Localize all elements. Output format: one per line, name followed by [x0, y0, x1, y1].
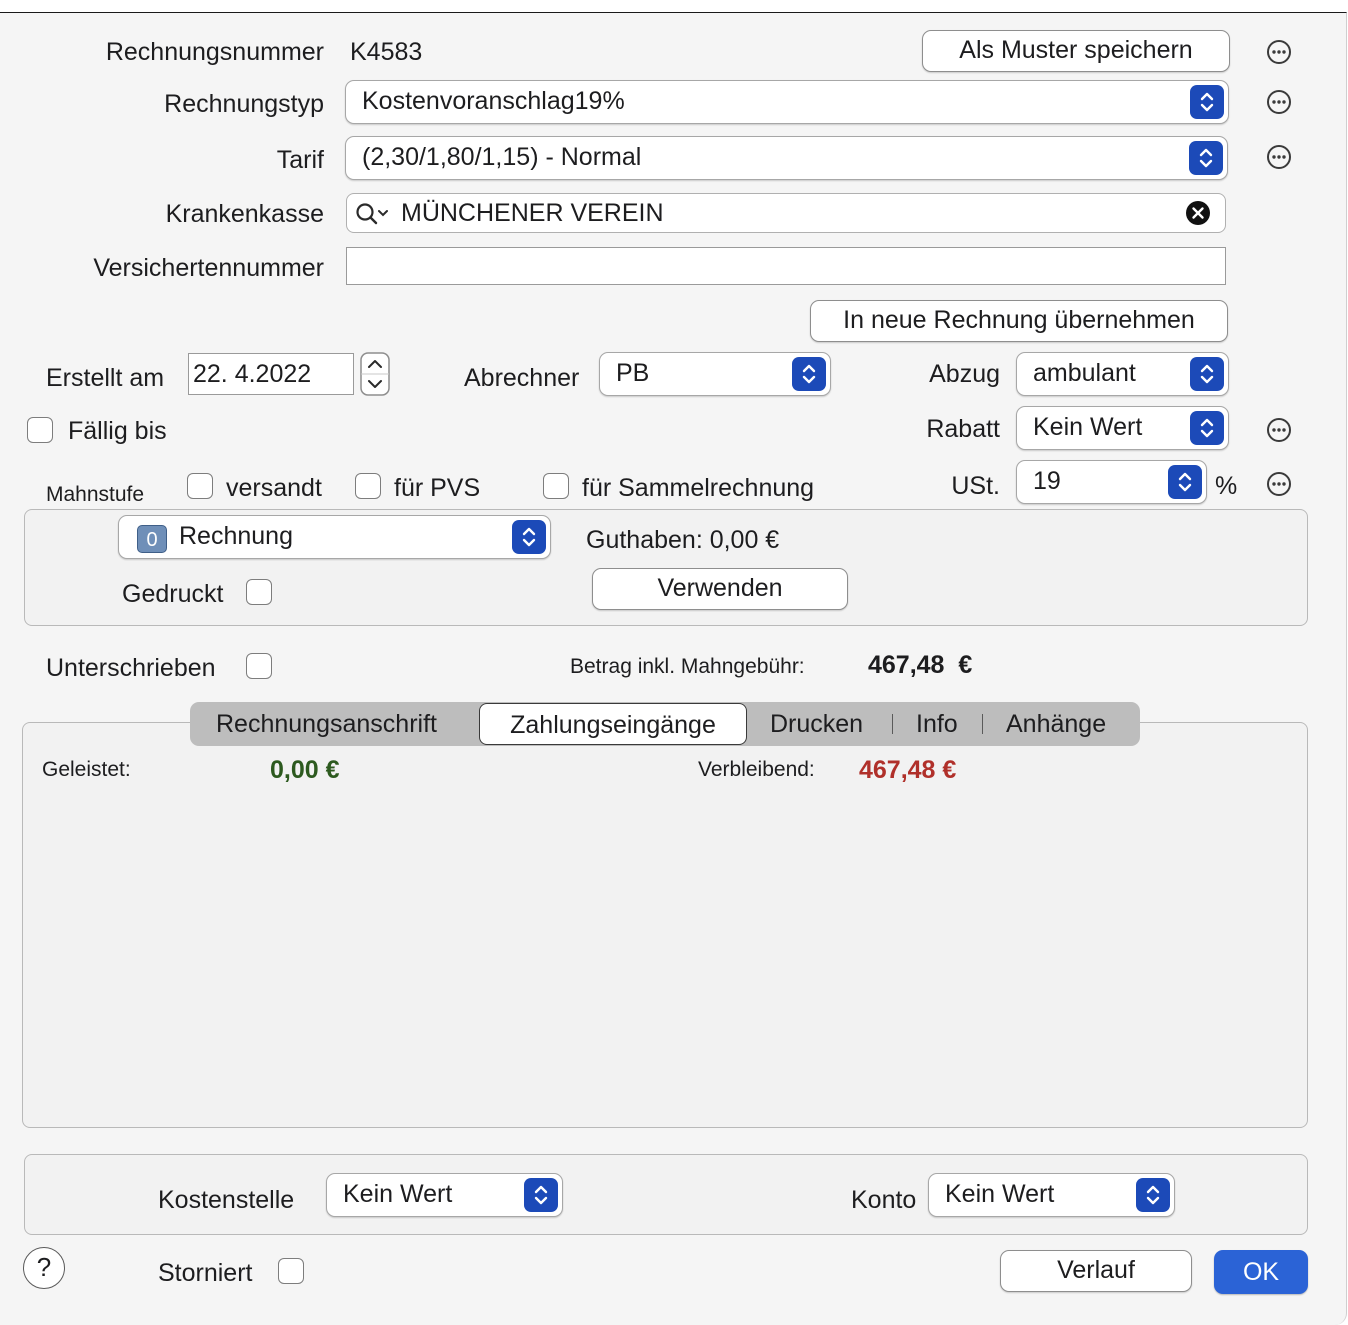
chevron-updown-icon	[1190, 85, 1224, 119]
tariff-value: (2,30/1,80/1,15) - Normal	[362, 143, 642, 171]
tariff-label: Tarif	[276, 146, 324, 174]
more-icon[interactable]	[1266, 471, 1292, 497]
discount-value: Kein Wert	[1033, 413, 1143, 441]
document-kind-value: Rechnung	[179, 522, 293, 550]
deduction-value: ambulant	[1033, 359, 1136, 387]
sent-checkbox[interactable]	[187, 473, 213, 499]
help-button[interactable]: ?	[23, 1247, 65, 1289]
pvs-label: für PVS	[394, 474, 481, 502]
tab-attachments[interactable]: Anhänge	[1006, 710, 1107, 738]
document-kind-popup[interactable]	[118, 515, 551, 559]
insurer-search-field[interactable]	[346, 193, 1226, 233]
tab-separator	[982, 714, 983, 734]
created-label: Erstellt am	[46, 364, 165, 392]
paid-value: 0,00 €	[270, 756, 340, 784]
chevron-updown-icon	[512, 520, 546, 554]
insurer-value: MÜNCHENER VEREIN	[401, 199, 664, 227]
due-date-checkbox[interactable]	[27, 417, 53, 443]
invoice-type-value: Kostenvoranschlag19%	[362, 87, 625, 115]
credit-text: Guthaben: 0,00 €	[586, 526, 780, 554]
vat-unit: %	[1215, 472, 1238, 500]
cost-center-popup[interactable]	[326, 1173, 563, 1217]
clear-icon[interactable]	[1185, 200, 1211, 226]
paid-label: Geleistet:	[42, 758, 131, 781]
tab-payments[interactable]: Zahlungseingänge	[479, 703, 747, 745]
cost-center-label: Kostenstelle	[158, 1186, 295, 1214]
pvs-checkbox[interactable]	[355, 473, 381, 499]
invoice-type-popup[interactable]	[345, 80, 1229, 124]
printed-label: Gedruckt	[122, 580, 224, 608]
vat-value: 19	[1033, 467, 1061, 495]
cost-center-value: Kein Wert	[343, 1180, 453, 1208]
chevron-updown-icon	[1168, 465, 1202, 499]
history-button[interactable]: Verlauf	[1000, 1250, 1192, 1292]
ok-button[interactable]: OK	[1214, 1250, 1308, 1294]
tab-content-box	[22, 722, 1308, 1128]
use-credit-button[interactable]: Verwenden	[592, 568, 848, 610]
discount-label: Rabatt	[926, 415, 1000, 443]
apply-to-new-invoice-button[interactable]: In neue Rechnung übernehmen	[810, 300, 1228, 342]
due-date-label: Fällig bis	[68, 417, 167, 445]
more-icon[interactable]	[1266, 417, 1292, 443]
insured-number-label: Versichertennummer	[93, 254, 324, 282]
biller-label: Abrechner	[464, 364, 580, 392]
insurer-label: Krankenkasse	[165, 200, 324, 228]
printed-checkbox[interactable]	[246, 579, 272, 605]
more-icon[interactable]	[1266, 89, 1292, 115]
cancelled-checkbox[interactable]	[278, 1258, 304, 1284]
insured-number-input[interactable]	[346, 247, 1226, 285]
tab-invoice-address[interactable]: Rechnungsanschrift	[216, 710, 437, 738]
biller-popup[interactable]	[599, 352, 831, 396]
more-icon[interactable]	[1266, 144, 1292, 170]
chevron-updown-icon	[1190, 411, 1224, 445]
tariff-popup[interactable]	[345, 136, 1228, 180]
sent-label: versandt	[226, 474, 322, 502]
invoice-number-value: K4583	[350, 38, 423, 66]
chevron-updown-icon	[524, 1178, 558, 1212]
account-value: Kein Wert	[945, 1180, 1055, 1208]
more-icon[interactable]	[1266, 39, 1292, 65]
collective-invoice-checkbox[interactable]	[543, 473, 569, 499]
created-date-input[interactable]	[188, 353, 354, 395]
cancelled-label: Storniert	[158, 1259, 253, 1287]
amount-label: Betrag inkl. Mahngebühr:	[570, 655, 805, 678]
save-template-button[interactable]: Als Muster speichern	[922, 30, 1230, 72]
account-popup[interactable]	[928, 1173, 1175, 1217]
signed-label: Unterschrieben	[46, 654, 216, 682]
vat-label: USt.	[951, 472, 1000, 500]
biller-value: PB	[616, 359, 650, 387]
discount-popup[interactable]	[1016, 406, 1229, 450]
remaining-label: Verbleibend:	[698, 758, 815, 781]
invoice-type-label: Rechnungstyp	[164, 90, 324, 118]
chevron-updown-icon	[1136, 1178, 1170, 1212]
tab-separator	[892, 714, 893, 734]
document-badge: 0	[137, 525, 167, 553]
tab-info[interactable]: Info	[916, 710, 958, 738]
chevron-updown-icon	[792, 357, 826, 391]
tab-print[interactable]: Drucken	[770, 710, 864, 738]
signed-checkbox[interactable]	[246, 653, 272, 679]
vat-combo[interactable]	[1016, 460, 1207, 504]
invoice-number-label: Rechnungsnummer	[105, 38, 324, 66]
chevron-updown-icon	[1190, 357, 1224, 391]
reminder-level-label: Mahnstufe	[46, 483, 145, 506]
search-icon	[355, 202, 391, 226]
deduction-popup[interactable]	[1016, 352, 1229, 396]
remaining-value: 467,48 €	[859, 756, 957, 784]
created-date-value: 22. 4.2022	[193, 360, 312, 388]
date-stepper-icon[interactable]	[360, 352, 390, 396]
chevron-updown-icon	[1189, 141, 1223, 175]
amount-value: 467,48 €	[868, 651, 973, 679]
account-label: Konto	[851, 1186, 917, 1214]
deduction-label: Abzug	[929, 360, 1000, 388]
collective-invoice-label: für Sammelrechnung	[582, 474, 815, 502]
tab-bar	[190, 702, 1140, 746]
